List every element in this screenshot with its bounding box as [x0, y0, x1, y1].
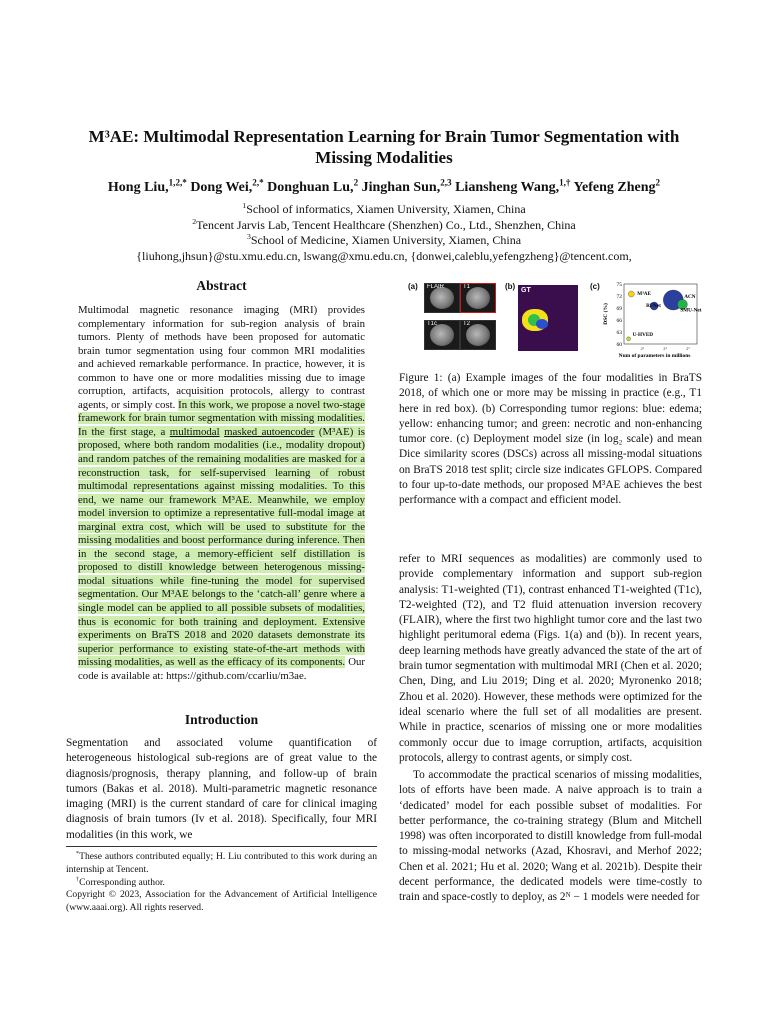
footnote-corresponding: †Corresponding author.: [76, 875, 165, 888]
author: Liansheng Wang,$^{1,\dagger}$: [455, 177, 571, 195]
affiliations: [30, 202, 738, 264]
y-axis-label: DSC (%): [603, 303, 609, 325]
panel-label-b: (b): [505, 282, 516, 291]
copyright-notice: Copyright © 2023, Association for the Advancement of Artificial Intelligence (www.aaai.org). All rights reserved.: [66, 889, 377, 914]
mri-flair-image: FLAIR: [424, 283, 460, 313]
author-list: [30, 177, 738, 196]
body-paragraph: To accommodate the practical scenarios of missing modalities, lots of efforts have been made. A naive approach is to train a ‘dedicated’ model for each possible subset of modalities. For better performance, the co-training strategy (Blum and Mitchell 1998) was often incorporated to distill knowledge from full-modal to missing-modal networks (Azad, Khosravi, and Merhof 2022; Chen et al. 2021; Hu et al. 2020; Wang et al. 2021b). Despite their decent performance, the dedicated models were time-costly to train and space-costly to deploy, as 2ᴺ − 1 models were needed for: [399, 769, 702, 904]
title-line-1: M³AE: Multimodal Representation Learning for Brain Tumor Segmentation with: [88, 127, 680, 146]
body-paragraph: refer to MRI sequences as modalities) are commonly used to provide complementary information and support sub-region analysis: T1-weighted (T1), contrast enhanced T1-weighted (T1c), T2-weighted (T2), and T2 fluid attenuation inversion recovery (FLAIR), where the first two highlight tumor core and the last two highlight peritumoral edema (Figs. 1(a) and (b)). In recent years, deep learning methods have greatly advanced the state of the art of brain tumor segmentation with multimodal MRI (Chen et al. 2020; Chen, Ding, and Liu 2019; Ding et al. 2020; Myronenko 2018; Zhou et al. 2020). However, these methods were optimized for the ideal scenario where the full set of all modalities are present. While in practice, scenarios of missing one or more modalities commonly occur due to image corruption, artifacts, acquisition protocols, allergy to contrast agents, or simply cost.: [399, 553, 702, 764]
abstract-text: Multimodal magnetic resonance imaging (MRI) provides complementary information for sub-region analysis of brain tumors. Plenty of methods have been proposed for automatic brain tumor segmentation using four common MRI modalities and achieved remarkable performance. In practice, however, it is common to have one or more modalities missing due to image corruption, artifacts, acquisition protocols, allergy to contrast agents, or simply cost. In this work, we propose a novel two-stage framework for brain tumor segmentation with missing modalities. In the first stage, a multimodal masked autoencoder (M³AE) is proposed, where both random modalities (i.e., modality dropout) and random patches of the remaining modalities are masked for a reconstruction task, for self-supervised learning of robust multimodal representations against missing modalities. To this end, we name our framework M³AE. Meanwhile, we employ model inversion to optimize a representative full-modal image at marginal extra cost, which will be used to substitute for the missing modalities and boost performance during inference. Then in the second stage, a memory-efficient self distillation is proposed to distill knowledge between heterogenous missing-modal situations while fine-tuning the model for supervised segmentation. Our M³AE belongs to the ‘catch-all’ genre where a single model can be applied to all possible subsets of modalities, thus is economic for both training and deployment. Extensive experiments on BraTS 2018 and 2020 datasets demonstrate its superior performance to existing state-of-the-art methods with missing modalities, as well as the efficacy of its components. Our code is available at: https://github.com/ccarliu/m3ae.: [78, 304, 366, 682]
affiliation: $^3$School of Medicine, Xiamen University, Xiamen, China: [246, 232, 522, 247]
affiliation: $^2$Tencent Jarvis Lab, Tencent Healthcare (Shenzhen) Co., Ltd., Shenzhen, China: [192, 216, 576, 232]
abstract-highlight: In this work, we propose a novel two-stage framework for brain tumor segmentation with missing modalities. In the first stage, a multimodal masked autoencoder (M³AE) is proposed, where both random modalities (i.e., modality dropout) and random patches of the remaining modalities are masked for a reconstruction task, for self-supervised learning of robust multimodal representations against missing modalities. To this end, we name our framework M³AE. Meanwhile, we employ model inversion to optimize a representative full-modal image at marginal extra cost, which will be used to substitute for the missing modalities and boost performance during inference. Then in the second stage, a memory-efficient self distillation is proposed to distill knowledge between heterogenous missing-modal situations while fine-tuning the model for supervised segmentation. Our M³AE belongs to the ‘catch-all’ genre where a single model can be applied to all possible subsets of modalities, thus is economic for both training and deployment. Extensive experiments on BraTS 2018 and 2020 datasets demonstrate its superior performance to existing state-of-the-art methods with missing modalities, as well as the efficacy of its components.: [78, 398, 366, 669]
y-tick-label: 69: [616, 306, 622, 312]
footnote-equal-contribution: *These authors contributed equally; H. Liu contributed to this work during an internship at Tencent.: [66, 849, 377, 875]
y-tick-label: 60: [616, 342, 622, 348]
author-emails: {liuhong,jhsun}@stu.xmu.edu.cn, lswang@xmu.edu.cn, {donwei,caleblu,yefengzheng}@tencent.com,: [136, 248, 632, 263]
panel-label-a: (a): [408, 282, 418, 291]
introduction-paragraph: Segmentation and associated volume quantification of heterogeneous histological sub-regions are of great value to the diagnosis/prognosis, therapy planning, and follow-up of brain tumors (Bakas et al. 2018). Multi-parametric magnetic resonance imaging (MRI) is the current standard of care for clinical imaging diagnosis of brain tumors (Iv et al. 2018). Specifically, four MRI modalities (in this work, we: [66, 737, 377, 841]
abstract-section: [66, 278, 377, 683]
panel-label-c: (c): [590, 282, 600, 291]
dsc-vs-params-chart: [602, 280, 702, 360]
mri-t2-image: T2: [460, 320, 496, 350]
author: Jinghan Sun,$^{2,3}$: [361, 177, 452, 195]
y-tick-label: 72: [616, 294, 622, 300]
ground-truth-segmentation: GT: [518, 285, 578, 351]
chart-point: [627, 337, 631, 341]
y-tick-label: 75: [616, 282, 622, 288]
figure-1-caption: Figure 1: (a) Example images of the four modalities in BraTS 2018, of which one or more may be missing in practice (e.g., T1 here in red box). (b) Corresponding tumor regions: blue: edema; yellow: enhancing tumor; and green: necrotic and non-enhancing tumor core. (c) Deployment model size (in log₂ scale) and mean Dice similarity scores (DSCs) across all missing-modal situations on BraTS 2018 test split; circle size indicates GFLOPS. Compared to four up-to-date methods, our proposed M³AE achieves the best performance with a compact and efficient model.: [399, 372, 702, 507]
chart-point-label: U-HVED: [632, 331, 654, 338]
figure-1: [404, 280, 704, 360]
chart-point-label: M³AE: [637, 291, 651, 297]
author: Hong Liu,$^{1,2,*}$: [107, 177, 187, 195]
author: Donghuan Lu,$^2$: [267, 177, 359, 195]
chart-point-label: RFNet: [646, 303, 661, 309]
introduction-heading: Introduction: [184, 712, 259, 727]
y-tick-label: 66: [616, 318, 622, 324]
y-tick-label: 63: [616, 330, 622, 336]
mri-t1c-image: T1c: [424, 320, 460, 350]
chart-point-label: ACN: [684, 294, 696, 300]
x-tick-label: 2⁴: [663, 346, 667, 351]
author: Yefeng Zheng$^2$: [573, 177, 661, 195]
chart-point: [628, 291, 634, 297]
mri-t1-image: T1: [460, 283, 496, 313]
title-line-2: Missing Modalities: [315, 148, 453, 167]
affiliation: $^1$School of informatics, Xiamen University, Xiamen, China: [242, 201, 526, 216]
abstract-heading: Abstract: [196, 278, 247, 293]
x-axis-label: Num of parameters in millions: [618, 353, 691, 359]
x-tick-label: 2³: [640, 346, 645, 351]
paper-title: [40, 126, 728, 168]
footnotes: [66, 846, 377, 915]
chart-point-label: SMU-Net: [680, 307, 702, 314]
author: Dong Wei,$^{2,*}$: [190, 177, 264, 195]
x-tick-label: 2⁵: [685, 346, 690, 351]
